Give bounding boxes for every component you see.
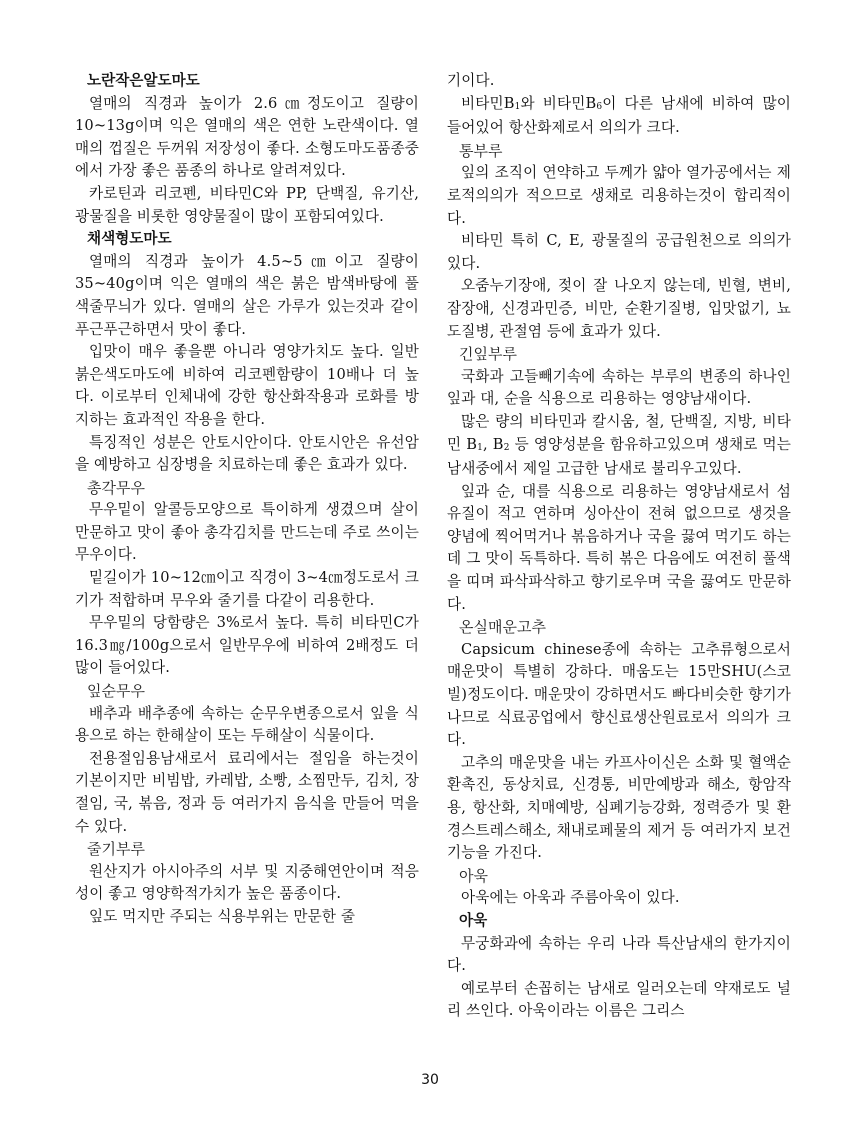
heading-chaesaek-tomato: 채색형도마도 <box>87 230 172 248</box>
paragraph: 열매의 직경과 높이가 4.5~5㎝이고 질량이 35~40g이며 익은 열매의 색은 붉은 밤색바탕에 풀색줄무늬가 있다. 열매의 살은 가루가 있는것과 같이 푸근푸근하면서 맛이 좋다. <box>75 252 419 338</box>
paragraph: 전용절임용남새로서 료리에서는 절임을 하는것이 기본이지만 비빔밥, 카레밥, 소빵, 소찜만두, 김치, 장절임, 국, 볶음, 정과 등 여러가지 음식을 만들어 먹을수 있다. <box>75 749 419 835</box>
paragraph: 잎과 순, 대를 식용으로 리용하는 영양남새로서 섬유질이 적고 연하며 싱아산이 전혀 없으므로 생것을 양념에 찍어먹거나 볶음하거나 국을 끓여 먹기도 하는데 그 맛이 독특하다. 특히 볶은 다음에도 여전히 풀색을 띠며 파삭파삭하고 향기로우며 국을 끓여도 만문하다. <box>447 482 791 613</box>
heading-auk: 아욱 <box>459 911 488 929</box>
paragraph: 무우밑의 당함량은 3%로서 높다. 특히 비타민C가 16.3㎎/100g으로서 일반무우에 비하여 2배정도 더 많이 들어있다. <box>75 614 419 677</box>
paragraph: Capsicum chinese종에 속하는 고추류형으로서 매운맛이 특별히 강하다. 매움도는 15만SHU(스코빌)정도이다. 매운맛이 강하면서도 빠다비슷한 향기가 나므로 식료공업에서 향신료생산원료로서 의의가 크다. <box>447 640 791 749</box>
paragraph: 잎도 먹지만 주되는 식용부위는 만문한 줄 <box>89 907 356 925</box>
page-number: 30 <box>421 1072 439 1088</box>
paragraph: 배추과 배추종에 속하는 순무우변종으로서 잎을 식용으로 하는 한해살이 또는 두해살이 식물이다. <box>75 704 419 745</box>
paragraph: 카로틴과 리코펜, 비타민C와 PP, 단백질, 유기산, 광물질을 비롯한 영양물질이 많이 포함되여있다. <box>75 184 419 225</box>
paragraph: 잎의 조직이 연약하고 두께가 얇아 열가공에서는 제로적의의가 적으므로 생채로 리용하는것이 합리적이다. <box>447 164 791 227</box>
paragraph: 비타민$B_1$와 비타민$B_6$이 다른 남새에 비하여 많이 들어있어 항산화제로서 의의가 크다. <box>447 94 791 137</box>
heading-greenhouse-pepper: 온실매운고추 <box>459 618 546 637</box>
heading-auk-section: 아욱 <box>459 866 488 885</box>
right-column <box>447 70 791 1023</box>
heading-ipsun-radish: 잎순무우 <box>87 682 145 701</box>
paragraph: 입맛이 매우 좋을뿐 아니라 영양가치도 높다. 일반붉은색도마도에 비하여 리코펜함량이 10배나 더 높다. 이로부터 인체내에 강한 항산화작용과 로화를 방지하는 효과적인 작용을 한다. <box>75 343 419 428</box>
paragraph: 예로부터 손꼽히는 남새로 일러오는데 약재로도 널리 쓰인다. 아욱이라는 이름은 그리스 <box>447 979 791 1020</box>
heading-stem-lettuce: 줄기부루 <box>87 840 145 859</box>
paragraph: 아욱에는 아욱과 주름아욱이 있다. <box>461 889 680 907</box>
heading-noran-tomato: 노란작은알도마도 <box>87 72 200 89</box>
paragraph: 고추의 매운맛을 내는 카프사이신은 소화 및 혈액순환촉진, 동상치료, 신경통, 비만예방과 해소, 항암작용, 항산화, 치매예방, 심폐기능강화, 정력증가 및 환경스트레스해소, 채내로페물의 제거 등 여러가지 보건기능을 가진다. <box>447 753 791 862</box>
paragraph: 국화과 고들빼기속에 속하는 부루의 변종의 하나인 잎과 대, 순을 식용으로 리용하는 영양남새이다. <box>447 367 791 408</box>
paragraph: 무우밑이 알콜등모양으로 특이하게 생겼으며 살이 만문하고 맛이 좋아 총각김치를 만드는데 주로 쓰이는 무우이다. <box>75 501 419 564</box>
paragraph: 많은 량의 비타민과 칼시움, 철, 단백질, 지방, 비타민 $B_1$, $B_2$ 등 영양성분을 함유하고있으며 생채로 먹는 남새중에서 제일 고급한 남새로 불리우고있다. <box>447 412 792 478</box>
paragraph: 특징적인 성분은 안토시안이다. 안토시안은 유선암을 예방하고 심장병을 치료하는데 좋은 효과가 있다. <box>75 433 419 474</box>
heading-long-leaf-lettuce: 긴잎부루 <box>459 345 517 364</box>
paragraph: 밑길이가 10~12㎝이고 직경이 3~4㎝정도로서 크기가 적합하며 무우와 줄기를 다같이 리용한다. <box>75 569 419 609</box>
paragraph: 무궁화과에 속하는 우리 나라 특산남새의 한가지이다. <box>447 934 791 975</box>
paragraph: 비타민 특히 C, E, 광물질의 공급원천으로 의의가 있다. <box>447 232 791 272</box>
heading-head-lettuce: 통부루 <box>459 141 503 160</box>
left-column <box>75 70 419 929</box>
paragraph-continuation: 기이다. <box>447 72 495 89</box>
paragraph: 원산지가 아시아주의 서부 및 지중해연안이며 적응성이 좋고 영양학적가치가 높은 품종이다. <box>75 862 419 903</box>
paragraph: 열매의 직경과 높이가 2.6㎝정도이고 질량이 10~13g이며 익은 열매의 색은 연한 노란색이다. 열매의 껍질은 두꺼워 저장성이 좋다. 소형도마도품종중에서 가장 좋은 품종의 하나로 알려져있다. <box>75 94 419 180</box>
paragraph: 오줌누기장애, 젖이 잘 나오지 않는데, 빈혈, 변비, 잠장애, 신경과민증, 비만, 순환기질병, 입맛없기, 뇨도질병, 관절염 등에 효과가 있다. <box>447 277 791 340</box>
heading-chonggak-radish: 총각무우 <box>87 478 145 497</box>
